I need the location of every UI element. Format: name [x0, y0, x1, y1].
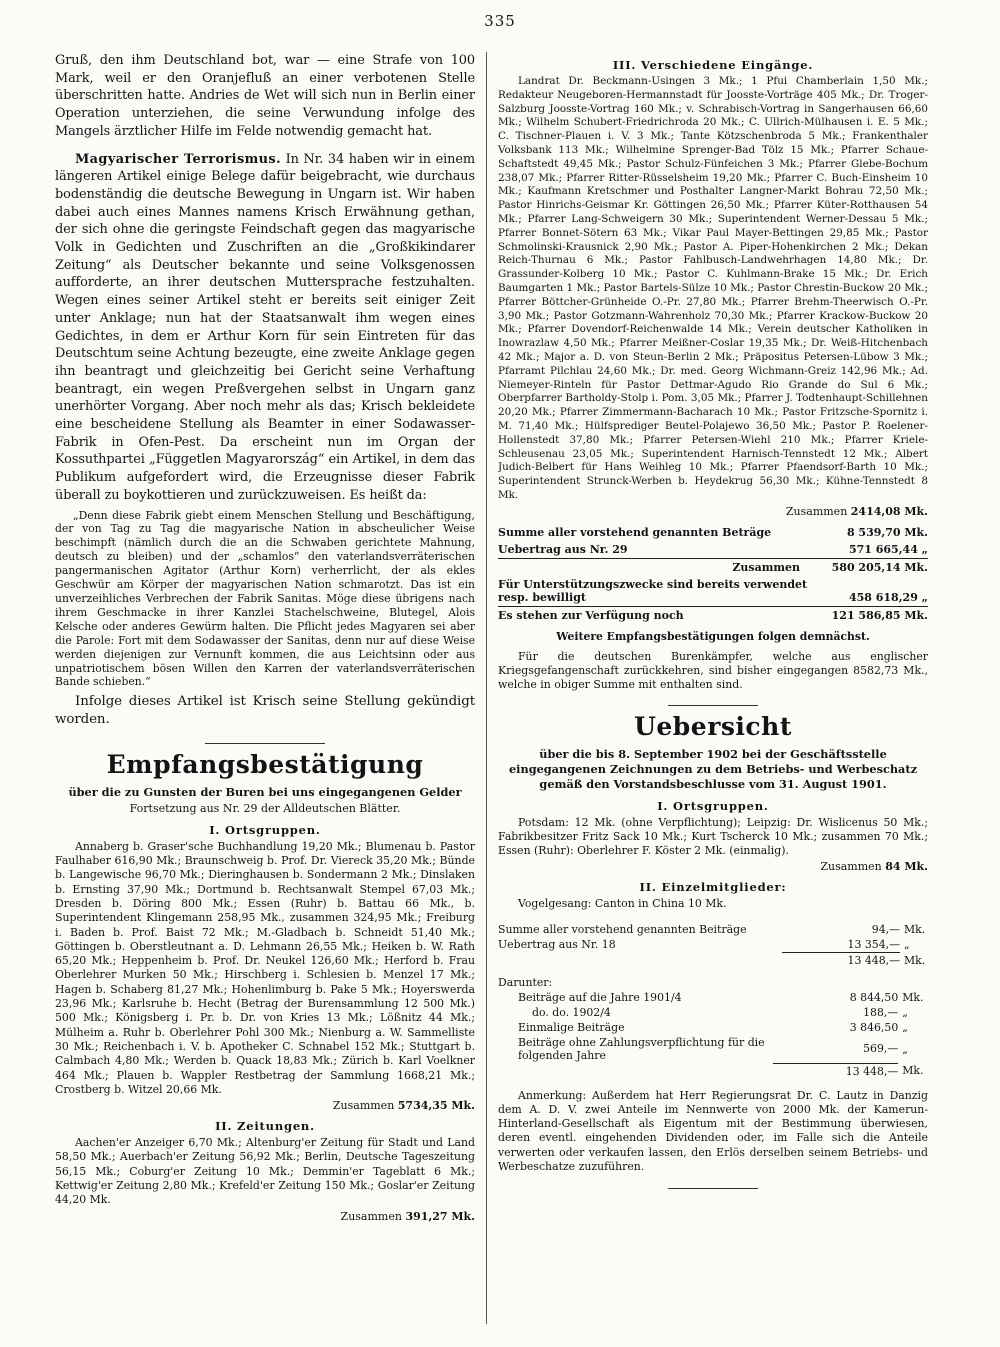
uebersicht-sum-table: [498, 922, 928, 968]
darunter-unit: „: [902, 1042, 908, 1056]
sum-row: [498, 952, 928, 968]
sum-value: 94,—: [871, 922, 900, 936]
darunter-row: [518, 1035, 928, 1063]
column-divider: [486, 52, 487, 1324]
paragraph-text: In Nr. 34 haben wir in einem längeren Artikel einige Belege dafür beigebracht, wie durchaus bodenständig die deutsche Bewegung in Ungarn ist. Wir haben dabei auch eines Mannes namens Krisch Erwähnung gethan, der sich ohne die geringste Feindschaft gegen das magyarische Volk in Gedichten und Zuschriften an die „Großkikindarer Zeitung“ als Deutscher bekannte und seine Volksgenossen aufforderte, an ihrer deutschen Muttersprache festzuhalten. Wegen eines seiner Artikel steht er bereits seit einiger Zeit unter Anklage; nun hat der Staatsanwalt ihm wegen eines Gedichtes, in dem er Arthur Korn für sein Eintreten für das Deutschtum seine Achtung bezeugte, eine zweite Anklage gegen ihn beantragt und gleichzeitig bei Gericht seine Verhaftung beantragt, ein wegen Preßvergehen selbst in Ungarn ganz unerhörter Vorgang. Aber noch mehr als das; Krisch bekleidete eine bescheidene Stellung als Beamter in einer Sodawasser-Fabrik in Ofen-Pest. Da erscheint nun im Organ der Kossuthpartei „Független Magyarország“ ein Artikel, in dem das Publikum aufgefordert wird, die Erzeugnisse dieser Fabrik überall zu boykottieren und zurückzuweisen. Es heißt da:: [55, 151, 475, 503]
darunter-unit: Mk.: [902, 1064, 924, 1078]
page-number: 335: [484, 12, 516, 30]
section-divider: [205, 743, 325, 744]
darunter-row: [518, 1005, 928, 1020]
sum-unit: „: [904, 938, 910, 952]
right-column: [498, 52, 928, 1332]
section-ortsgruppen-title: I. Ortsgruppen.: [209, 822, 321, 837]
sum-value: 13 448,—: [782, 952, 900, 968]
uebersicht-ortsgruppen-list: Potsdam: 12 Mk. (ohne Verpflichtung); Leipzig: Dr. Wislicenus 50 Mk.; Fabrikbesitzer Fritz Sack 10 Mk.; Kurt Tscherck 10 Mk.; zusammen 70 Mk.; Essen (Ruhr): Oberlehrer F. Köster 2 Mk. (einmalig).: [498, 815, 928, 858]
sum-row: [498, 922, 928, 937]
total-label: Zusammen: [340, 1209, 402, 1223]
further-confirmations: Weitere Empfangsbestätigungen folgen demnächst.: [556, 629, 870, 643]
empfang-title: Empfangsbestätigung: [106, 749, 424, 779]
total-value: 2414,08 Mk.: [850, 504, 928, 518]
summary-label: Es stehen zur Verfügung noch: [498, 606, 810, 624]
anmerkung: Anmerkung: Außerdem hat Herr Regierungsrat Dr. C. Lautz in Danzig dem A. D. V. zwei Anteile im Nennwerte von 2000 Mk. der Kamerun-Hinterland-Gesellschaft als Eigentum mit der Bestimmung überwiesen, deren eventl. eingehenden Dividenden oder, im Falle sich die Anteile verwerten oder verkaufen lassen, den Erlös derselben seinem Betriebs- und Werbeschatze zuzuführen.: [498, 1088, 928, 1174]
summary-value: 121 586,85 Mk.: [810, 606, 928, 624]
total-label: Zusammen: [785, 504, 848, 518]
darunter-unit: „: [902, 1006, 908, 1020]
sum-row: [498, 937, 928, 953]
darunter-value: 13 448,—: [773, 1063, 898, 1079]
closing-rule: [668, 1188, 758, 1189]
empfang-continuation: Fortsetzung aus Nr. 29 der Alldeutschen Blätter.: [129, 801, 401, 815]
summary-label: Uebertrag aus Nr. 29: [498, 542, 628, 556]
summary-value: 8 539,70 Mk.: [846, 525, 928, 539]
section-ortsgruppen-total: [55, 1099, 475, 1112]
darunter-label: do. do. 1902/4: [532, 1006, 611, 1020]
section-divider: [668, 705, 758, 706]
uebersicht-title: Uebersicht: [634, 711, 792, 741]
darunter-unit: Mk.: [902, 991, 924, 1005]
section-ortsgruppen-list: Annaberg b. Graser'sche Buchhandlung 19,20 Mk.; Blumenau b. Pastor Faulhaber 616,90 Mk.; Braunschweig b. Prof. Dr. Viereck 35,20 Mk.; Bünde b. Langewische 96,70 Mk.; Dieringhausen b. Sondermann 2 Mk.; Dinslaken b. Ernsting 37,90 Mk.; Dortmund b. Rechtsanwalt Stempel 67,03 Mk.; Dresden b. Döring 800 Mk.; Essen (Ruhr) b. Battau 66 Mk., b. Superintendent Klingemann 258,95 Mk., zusammen 324,95 Mk.; Freiburg i. Baden b. Prof. Baist 72 Mk.; M.-Gladbach b. Schneidt 51,40 Mk.; Göttingen b. Oberstleutnant a. D. Lehmann 26,55 Mk.; Heiken b. W. Rath 65,20 Mk.; Heppenheim b. Prof. Dr. Neukel 126,60 Mk.; Herford b. Frau Oberlehrer Murken 50 Mk.; Hirschberg i. Schlesien b. Menzel 17 Mk.; Hagen b. Schaberg 81,27 Mk.; Hohenlimburg b. Pake 5 Mk.; Hoyerswerda 23,96 Mk.; Karlsruhe b. Hecht (Betrag der Burensammlung 12 500 Mk.) 500 Mk.; Königsberg i. Pr. b. Dr. von Kries 13 Mk.; Lößnitz 44 Mk.; Mülheim a. Ruhr b. Oberlehrer Pohl 300 Mk.; Nienburg a. W. Sammelliste 30 Mk.; Reichenbach i. V. b. Apotheker C. Schnabel 152 Mk.; Stuttgart b. Calmbach 4,80 Mk.; Werden b. Quack 18,83 Mk.; Zürich b. Karl Voelkner 464 Mk.; Plauen b. Wappler Restbetrag der Sammlung 1668,21 Mk.; Crostberg b. Witzel 20,66 Mk.: [55, 839, 475, 1096]
uebersicht-ortsgruppen-total: [498, 860, 928, 873]
sum-label: Summe aller vorstehend genannten Beiträge: [498, 922, 747, 936]
summary-table: [498, 524, 928, 624]
darunter-label: Darunter:: [498, 975, 553, 989]
section-zeitungen-list: Aachen'er Anzeiger 6,70 Mk.; Altenburg'er Zeitung für Stadt und Land 58,50 Mk.; Auerbach'er Zeitung 56,92 Mk.; Berlin, Deutsche Tageszeitung 56,15 Mk.; Coburg'er Zeitung 10 Mk.; Demmin'er Tageblatt 6 Mk.; Kettwig'er Zeitung 2,80 Mk.; Krefeld'er Zeitung 150 Mk.; Goslar'er Zeitung 44,20 Mk.: [55, 1136, 475, 1207]
total-label: Zusammen: [820, 860, 882, 874]
sum-value: 13 354,—: [847, 937, 900, 951]
summary-value: 458 618,29 „: [848, 590, 928, 604]
uebersicht-einzel-text: Vogelgesang: Canton in China 10 Mk.: [518, 897, 727, 911]
sum-unit: Mk.: [904, 953, 926, 967]
summary-label: Für Unterstützungszwecke sind bereits verwendet resp. bewilligt: [498, 577, 808, 604]
uebersicht-subtitle: über die bis 8. September 1902 bei der Geschäftsstelle eingegangenen Zeichnungen zu dem Betriebs- und Werbeschatz gemäß den Vorstandsbeschlusse vom 31. August 1901.: [509, 746, 917, 791]
summary-label: Summe aller vorstehend genannten Beträge: [498, 525, 772, 539]
section-verschiedene-list: Landrat Dr. Beckmann-Usingen 3 Mk.; 1 Pfui Chamberlain 1,50 Mk.; Redakteur Neugeboren-Hermannstadt für Joosste-Vorträge 405 Mk.; Dr. Troger-Salzburg Joosste-Vortrag 160 Mk.; v. Schrabisch-Vortrag in Sangerhausen 66,60 Mk.; Wilhelm Schubert-Friedrichroda 20 Mk.; C. Ullrich-Mülhausen i. E. 5 Mk.; C. Tischner-Plauen i. V. 3 Mk.; Tante Kötzschenbroda 5 Mk.; Frankenthaler Volksbank 113 Mk.; Wilhelmine Sprenger-Bad Tölz 15 Mk.; Pfarrer Schaue-Schaftstedt 49,45 Mk.; Pastor Schulz-Fünfeichen 3 Mk.; Pfarrer Glebe-Bochum 238,07 Mk.; Pfarrer Ritter-Rüsselsheim 19,20 Mk.; Pfarrer C. Buch-Einsheim 10 Mk.; Kaufmann Kretschmer und Posthalter Langner-Markt Bohrau 72,50 Mk.; Pastor Hinrichs-Geismar Kr. Göttingen 26,50 Mk.; Pfarrer Küter-Rotthausen 54 Mk.; Pfarrer Lang-Schweigern 30 Mk.; Superintendent Werner-Dessau 5 Mk.; Pfarrer Bonnet-Sötern 63 Mk.; Vikar Paul Mayer-Bettingen 29,85 Mk.; Pastor Schmolinski-Krausnick 2,90 Mk.; Pastor A. Piper-Hohenkirchen 2 Mk.; Dekan Reich-Thurnau 6 Mk.; Pastor Fahlbusch-Landwehrhagen 14,80 Mk.; Dr. Grassunder-Kolberg 10 Mk.; Pastor C. Kuhlmann-Brake 15 Mk.; Dr. Erich Baumgarten 1 Mk.; Pastor Bartels-Sülze 10 Mk.; Pastor Chrestin-Buckow 20 Mk.; Pfarrer Böttcher-Grünheide O.-Pr. 27,80 Mk.; Pfarrer Brehm-Theerwisch O.-Pr. 3,90 Mk.; Pastor Gotzmann-Wahrenholz 70,30 Mk.; Pfarrer Krackow-Buckow 20 Mk.; Pfarrer Dovendorf-Reichenwalde 14 Mk.; Verein deutscher Katholiken in Inowrazlaw 4,50 Mk.; Pfarrer Meißner-Coslar 19,35 Mk.; Dr. Weiß-Hitchenbach 42 Mk.; Major a. D. von Steun-Berlin 2 Mk.; Präpositus Petersen-Lübow 3 Mk.; Pfarramt Pilchlau 24,60 Mk.; Dr. med. Georg Wichmann-Greiz 142,96 Mk.; Ad. Niemeyer-Rinteln für Pastor Dettmar-Agudo Rio Grande do Sul 6 Mk.; Oberpfarrer Bartholdy-Stolp i. Pom. 3,05 Mk.; Pfarrer J. Todtenhaupt-Schillehnen 20,20 Mk.; Pfarrer Zimmermann-Bacharach 10 Mk.; Pastor Fritzsche-Spornitz i. M. 71,40 Mk.; Hülfsprediger Beutel-Polajewo 36,50 Mk.; Pastor P. Roelener-Hollenstedt 37,80 Mk.; Pfarrer Petersen-Wiehl 210 Mk.; Pfarrer Kriele-Schleusenau 23,05 Mk.; Superintendent Harnisch-Tennstedt 12 Mk.; Albert Judich-Belbert für Hans Weihleg 10 Mk.; Pfarrer Pfaendsorf-Barth 10 Mk.; Superintendent Strunck-Werben b. Heydekrug 56,30 Mk.; Kühne-Tennstedt 8 Mk.: [498, 75, 928, 501]
darunter-label: Beiträge auf die Jahre 1901/4: [518, 991, 682, 1005]
run-in-heading: Magyarischer Terrorismus.: [75, 151, 281, 167]
darunter-value: 8 844,50: [849, 991, 899, 1005]
darunter-label: [518, 1063, 773, 1079]
paragraph-de-wet: Gruß, den ihm Deutschland bot, war — eine Strafe von 100 Mark, weil er den Oranjefluß an einer verbotenen Stelle überschritten hatte. Andries de Wet will sich nun in Berlin einer Operation unterziehen, die seine Verwundung infolge des Mangels ärztlicher Hilfe im Felde notwendig gemacht hat.: [55, 53, 475, 139]
section-zeitungen-title: II. Zeitungen.: [215, 1119, 315, 1134]
section-zeitungen-total: [55, 1210, 475, 1223]
summary-row: [498, 606, 928, 624]
paragraph-terrorismus: [55, 151, 475, 505]
darunter-row: [518, 990, 928, 1005]
section-verschiedene-title: III. Verschiedene Eingänge.: [612, 58, 814, 72]
darunter-value: 3 846,50: [849, 1021, 899, 1035]
summary-label: Zusammen: [498, 558, 810, 576]
uebersicht-ortsgruppen-title: I. Ortsgruppen.: [657, 798, 769, 813]
total-value: 391,27 Mk.: [405, 1209, 475, 1223]
summary-row: [498, 576, 928, 607]
uebersicht-einzel-title: II. Einzelmitglieder:: [639, 880, 787, 895]
darunter-table: [518, 990, 928, 1079]
total-label: Zusammen: [332, 1099, 395, 1113]
summary-row: [498, 558, 928, 576]
section-verschiedene-total: [498, 505, 928, 518]
darunter-value: 569,—: [863, 1042, 899, 1056]
summary-value: 571 665,44 „: [848, 542, 928, 556]
sum-unit: Mk.: [904, 922, 926, 936]
summary-row: [498, 541, 928, 559]
sum-label: [498, 952, 782, 968]
boer-fighters-note: Für die deutschen Burenkämpfer, welche aus englischer Kriegsgefangenschaft zurückkehren, sind bisher eingegangen 8582,73 Mk., welche in obiger Summe mit enthalten sind.: [498, 649, 928, 692]
darunter-unit: „: [902, 1021, 908, 1035]
paragraph-conclusion: Infolge dieses Artikel ist Krisch seine Stellung gekündigt worden.: [55, 694, 475, 728]
total-value: 5734,35 Mk.: [397, 1099, 475, 1113]
summary-value: 580 205,14 Mk.: [810, 558, 928, 576]
total-value: 84 Mk.: [885, 860, 928, 874]
quoted-article: „Denn diese Fabrik giebt einem Menschen Stellung und Beschäftigung, der von Tag zu Tag die magyarische Nation in abscheulicher Weise beschimpft (nämlich durch die an die Schwaben gerichtete Mahnung, deutsch zu bleiben) und der „schamlos“ den vaterlandsverräterischen pangermanischen Agitator (Arthur Korn) verherrlicht, der als ekles Geschwür am Körper der magyarischen Nation schmarotzt. Das ist ein unverzeihliches Verbrechen der Fabrik Sanitas. Möge diese übrigens nach ihrem Geschmacke in ihrer Kanzlei Stachelschweine, Blutegel, Alois Kelsche oder anderes Gewürm halten. Die Pflicht jedes Magyaren sei aber die Parole: Fort mit dem Sodawasser der Sanitas, denn nur auf diese Weise werden diejenigen zur Vernunft kommen, die aus Leichtsinn oder aus unpatriotischem bösen Willen den Karren der vaterlandsverräterischen Bande schieben.“: [55, 508, 475, 689]
summary-row: [498, 524, 928, 541]
sum-label: Uebertrag aus Nr. 18: [498, 938, 616, 952]
darunter-row: [518, 1020, 928, 1035]
darunter-label: Einmalige Beiträge: [518, 1021, 625, 1035]
darunter-row: [518, 1063, 928, 1079]
darunter-value: 188,—: [863, 1006, 899, 1020]
left-column: [55, 52, 475, 1332]
empfang-subtitle: über die zu Gunsten der Buren bei uns eingegangenen Gelder: [68, 784, 462, 799]
darunter-label: Beiträge ohne Zahlungsverpflichtung für die folgenden Jahre: [518, 1036, 765, 1063]
